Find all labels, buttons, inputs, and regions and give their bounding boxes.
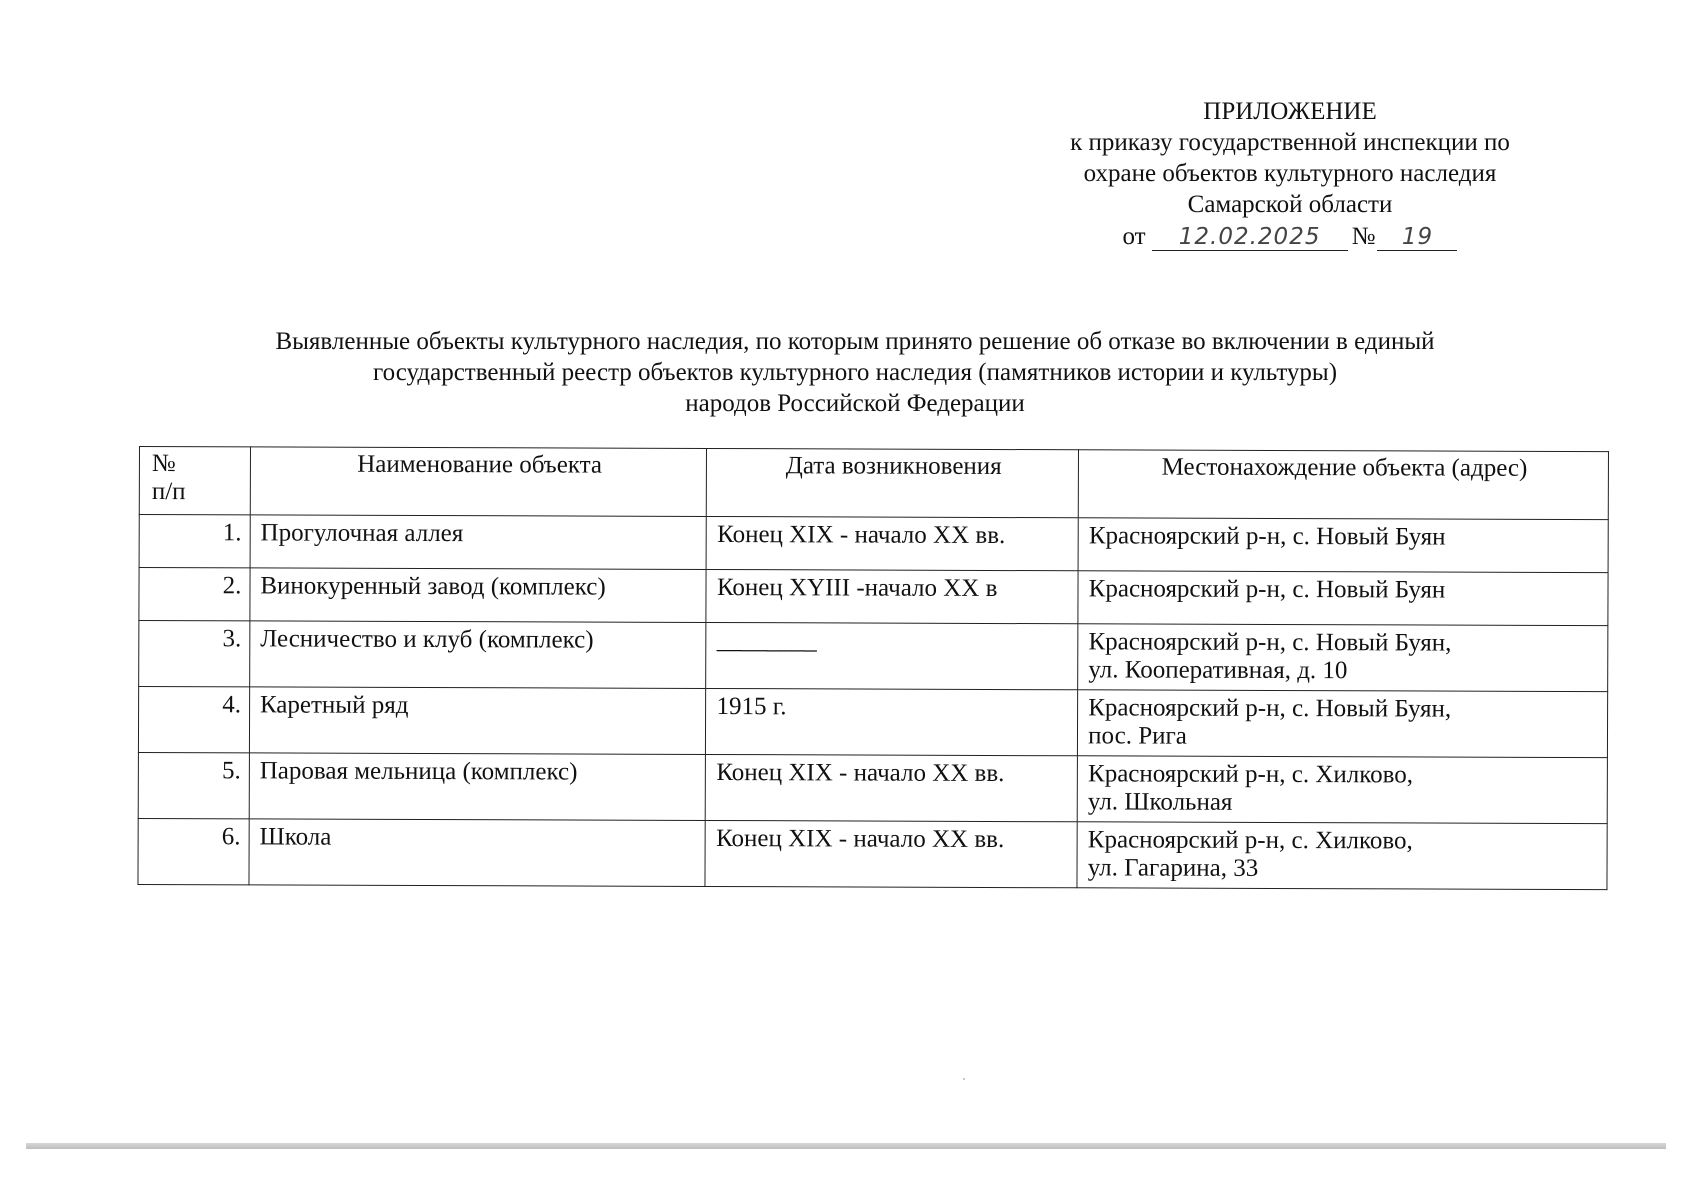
row-origin-date: Конец XIX - начало XX вв. <box>705 820 1077 887</box>
header-address: Местонахождение объекта (адрес) <box>1078 450 1608 520</box>
row-address-line-2: ул. Гагарина, 33 <box>1087 854 1259 882</box>
row-number: 1. <box>139 515 250 568</box>
row-address <box>1078 624 1608 692</box>
number-sign: № <box>1351 223 1376 250</box>
document-title-line-3: народов Российской Федерации <box>685 390 1025 417</box>
appendix-title: ПРИЛОЖЕНИЕ <box>1203 98 1377 125</box>
table-row <box>139 568 1608 626</box>
header-number-sign: № <box>151 450 176 478</box>
row-number: 4. <box>138 687 249 753</box>
table-row <box>138 687 1607 758</box>
table-row <box>139 515 1608 573</box>
header-number <box>139 447 250 515</box>
table-row <box>138 818 1607 889</box>
order-date-line <box>1010 221 1570 252</box>
row-address <box>1077 756 1607 824</box>
row-address-line-1: Красноярский р-н, с. Новый Буян, <box>1088 628 1452 657</box>
row-origin-date: ________ <box>706 622 1078 689</box>
row-address-line-2: пос. Рига <box>1088 722 1187 750</box>
row-address-line-1: Красноярский р-н, с. Новый Буян <box>1088 575 1446 604</box>
scan-bottom-edge <box>26 1143 1666 1149</box>
document-title-line-1: Выявленные объекты культурного наследия, по которым принято решение об отказе во включении в единый <box>275 328 1435 355</box>
row-address-line-2: ул. Кооперативная, д. 10 <box>1088 656 1348 685</box>
row-address-line-1: Красноярский р-н, с. Хилково, <box>1088 760 1414 789</box>
row-address <box>1077 822 1607 890</box>
row-object-name: Лесничество и клуб (комплекс) <box>250 621 707 689</box>
row-address <box>1078 690 1608 758</box>
row-address-line-1: Красноярский р-н, с. Новый Буян <box>1088 522 1446 551</box>
row-address <box>1078 571 1608 626</box>
table-header-row <box>139 447 1608 520</box>
appendix-line-1: к приказу государственной инспекции по <box>1070 129 1510 156</box>
row-object-name: Каретный ряд <box>249 687 706 755</box>
row-object-name: Школа <box>249 819 706 887</box>
header-number-abbr: п/п <box>151 478 186 506</box>
table-row <box>138 752 1607 823</box>
row-number: 2. <box>139 568 250 621</box>
row-address-line-1: Красноярский р-н, с. Новый Буян, <box>1088 694 1452 723</box>
header-date: Дата возникновения <box>707 448 1079 517</box>
document-title-line-2: государственный реестр объектов культурного наследия (памятников истории и культуры) <box>372 359 1338 386</box>
table-row <box>139 621 1608 692</box>
scan-speck <box>963 1078 965 1080</box>
appendix-line-2: охране объектов культурного наследия <box>1083 160 1497 187</box>
appendix-line-3: Самарской области <box>1187 191 1393 218</box>
row-number: 3. <box>139 621 250 687</box>
row-number: 5. <box>138 752 249 818</box>
row-address-line-2: ул. Школьная <box>1087 788 1233 816</box>
header-name: Наименование объекта <box>250 447 707 517</box>
row-address <box>1078 518 1608 573</box>
row-address-line-1: Красноярский р-н, с. Хилково, <box>1087 826 1413 855</box>
row-origin-date: Конец XIX - начало XX вв. <box>706 754 1078 821</box>
document-title <box>150 326 1560 419</box>
row-number: 6. <box>138 818 249 884</box>
row-object-name: Винокуренный завод (комплекс) <box>250 568 707 623</box>
row-object-name: Прогулочная аллея <box>250 515 707 570</box>
heritage-objects-table <box>137 446 1609 890</box>
appendix-block <box>1010 96 1570 252</box>
row-object-name: Паровая мельница (комплекс) <box>249 753 706 821</box>
date-prefix: от <box>1122 223 1146 250</box>
order-date-handwritten: 12.02.2025 <box>1152 224 1348 251</box>
row-origin-date: Конец XYIII -начало XX в <box>706 569 1078 623</box>
order-number-handwritten: 19 <box>1377 224 1457 251</box>
row-origin-date: Конец XIX - начало XX вв. <box>707 516 1079 570</box>
row-origin-date: 1915 г. <box>706 688 1078 755</box>
